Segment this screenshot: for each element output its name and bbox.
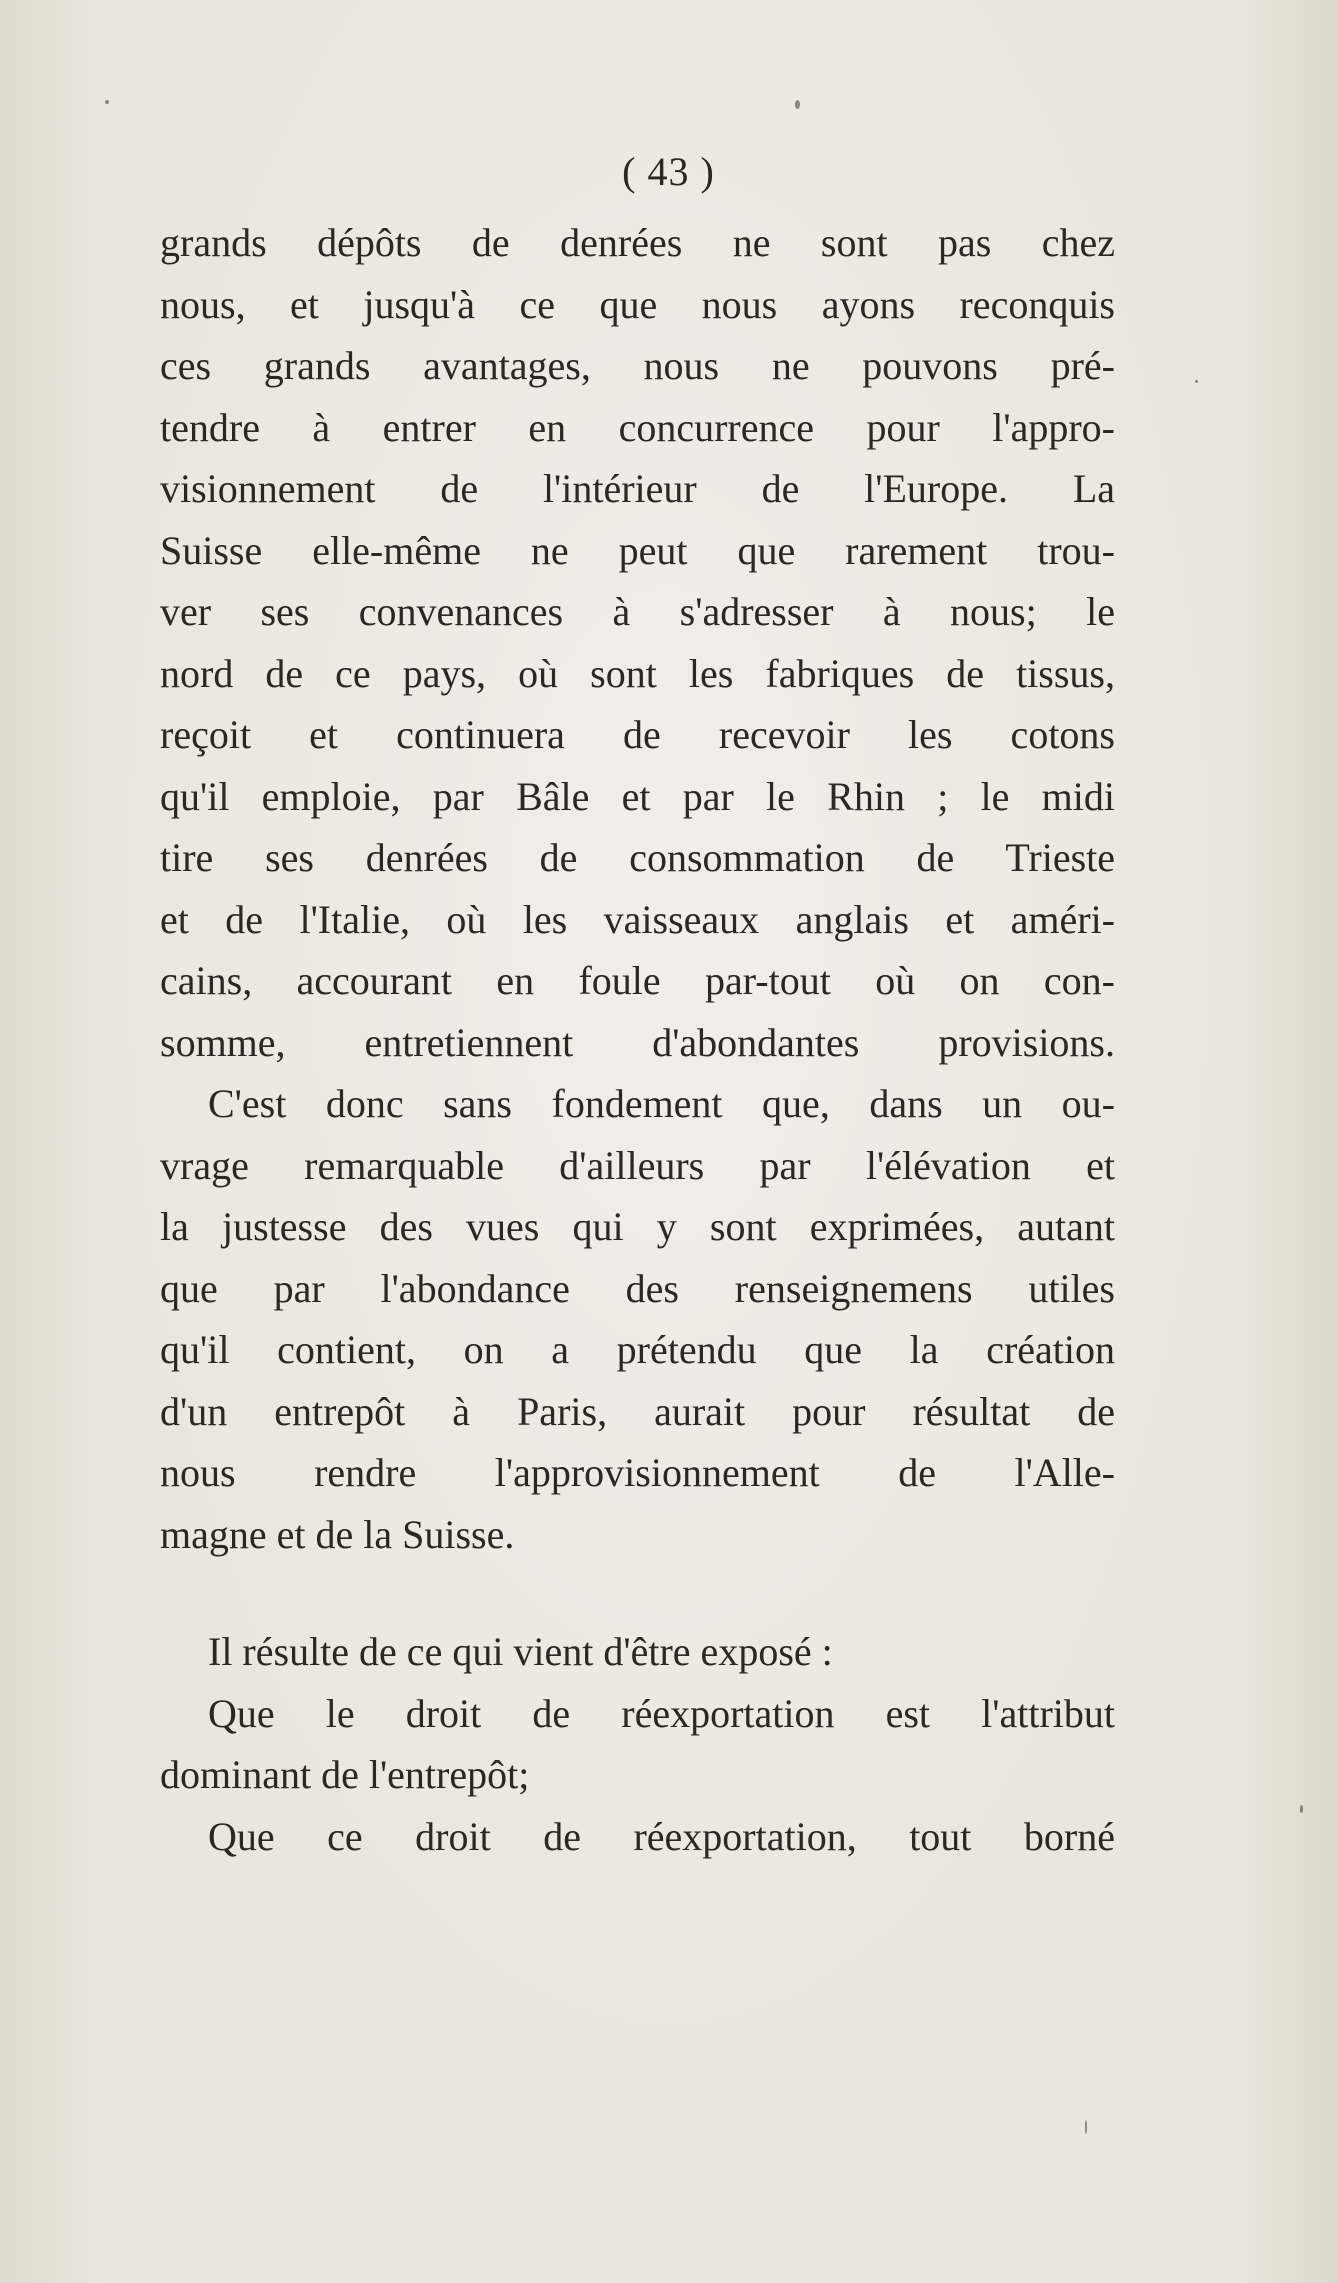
text-line-paragraph-end: dominant de l'entrepôt; xyxy=(160,1752,530,1797)
paper-speck xyxy=(1195,380,1198,383)
text-line: nord de ce pays, où sont les fabriques de tissus, xyxy=(160,650,1115,696)
text-line: reçoit et continuera de recevoir les cotons xyxy=(160,712,1115,757)
text-line: Suisse elle-même ne peut que rarement trou- xyxy=(160,527,1115,573)
text-line: cains, accourant en foule par-tout où on con- xyxy=(160,958,1115,1003)
paper-speck xyxy=(1085,2120,1087,2134)
text-line: visionnement de l'intérieur de l'Europe. La xyxy=(160,466,1115,511)
text-line: qu'il emploie, par Bâle et par le Rhin ; le midi xyxy=(160,773,1115,819)
text-line-paragraph-start: Que ce droit de réexportation, tout borné xyxy=(208,1813,1115,1859)
text-line: nous rendre l'approvisionnement de l'Alle- xyxy=(160,1450,1115,1495)
text-line: somme, entretiennent d'abondantes provisions. xyxy=(160,1019,1115,1065)
text-line: grands dépôts de denrées ne sont pas chez xyxy=(160,220,1115,265)
paper-speck xyxy=(105,100,109,104)
text-line: qu'il contient, on a prétendu que la création xyxy=(160,1327,1115,1372)
text-line: d'un entrepôt à Paris, aurait pour résultat de xyxy=(160,1388,1115,1434)
text-line: vrage remarquable d'ailleurs par l'élévation et xyxy=(160,1142,1115,1188)
text-line: tire ses denrées de consommation de Trieste xyxy=(160,835,1115,880)
page-number: ( 43 ) xyxy=(622,149,715,194)
text-line: la justesse des vues qui y sont exprimées, autant xyxy=(160,1204,1115,1249)
body-text xyxy=(160,212,1115,1867)
text-line: nous, et jusqu'à ce que nous ayons reconquis xyxy=(160,281,1115,327)
text-line: que par l'abondance des renseignemens utiles xyxy=(160,1265,1115,1311)
text-line-paragraph-start: Il résulte de ce qui vient d'être exposé : xyxy=(208,1629,833,1674)
text-line: ver ses convenances à s'adresser à nous; le xyxy=(160,589,1115,634)
paper-speck xyxy=(1300,1805,1303,1813)
text-line: tendre à entrer en concurrence pour l'appro- xyxy=(160,404,1115,450)
text-line: et de l'Italie, où les vaisseaux anglais et améri- xyxy=(160,896,1115,942)
text-line-paragraph-end: magne et de la Suisse. xyxy=(160,1511,515,1557)
text-line-paragraph-start: Que le droit de réexportation est l'attribut xyxy=(208,1690,1115,1736)
paragraph-gap xyxy=(160,1565,1115,1621)
text-line-paragraph-start: C'est donc sans fondement que, dans un ou- xyxy=(208,1081,1115,1126)
paper-speck xyxy=(795,100,800,109)
text-line: ces grands avantages, nous ne pouvons pré- xyxy=(160,343,1115,388)
